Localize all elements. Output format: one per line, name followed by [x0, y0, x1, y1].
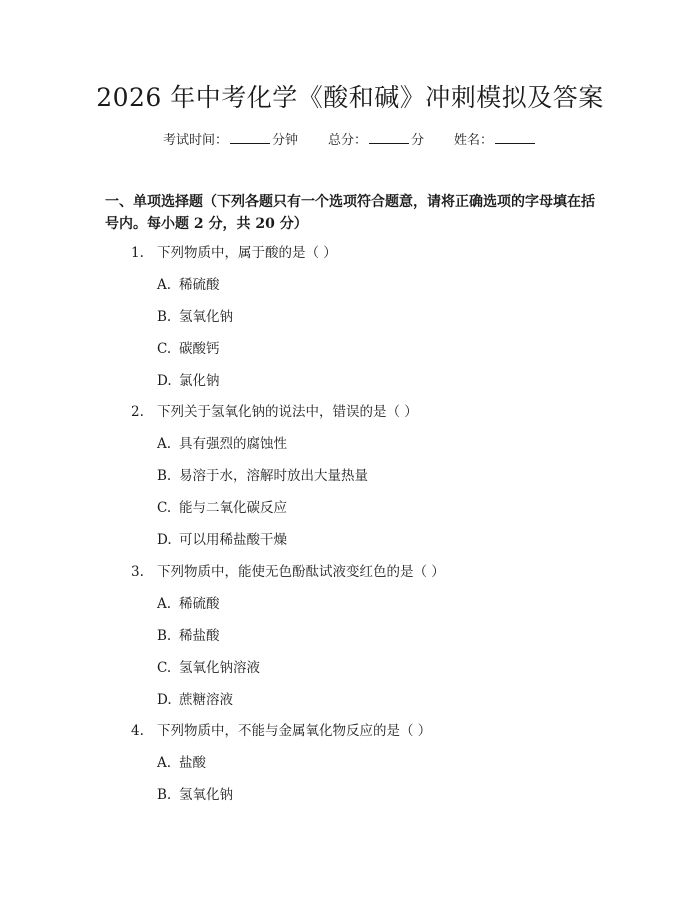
question-1-option-b: [157, 307, 233, 327]
option-text: 氢氧化钠溶液: [179, 660, 260, 676]
option-text: 碳酸钙: [179, 341, 220, 357]
question-4: [131, 721, 431, 741]
question-3-option-c: [157, 658, 260, 678]
option-text: 氢氧化钠: [179, 309, 233, 325]
question-text: 下列关于氢氧化钠的说法中，错误的是（ ）: [157, 404, 418, 420]
question-3: [131, 562, 445, 582]
option-text: 氯化钠: [179, 373, 220, 389]
option-text: 盐酸: [179, 755, 206, 771]
question-2: [131, 402, 418, 422]
option-text: 可以用稀盐酸干燥: [179, 532, 287, 548]
question-3-option-d: [157, 690, 233, 710]
option-letter: D.: [157, 532, 172, 548]
question-number: 4.: [131, 723, 144, 739]
question-3-option-b: [157, 626, 220, 646]
time-unit: 分钟: [271, 133, 298, 148]
question-3-option-a: [157, 594, 220, 614]
question-4-option-b: [157, 785, 233, 805]
question-text: 下列物质中，属于酸的是（ ）: [157, 245, 337, 261]
score-unit: 分: [411, 133, 425, 148]
option-letter: B.: [157, 628, 172, 644]
score-label: 总分：: [327, 133, 367, 148]
question-number: 1.: [131, 245, 144, 261]
option-text: 能与二氧化碳反应: [179, 500, 287, 516]
section-heading: 一、单项选择题（下列各题只有一个选项符合题意，请将正确选项的字母填在括号内。每小题 2 分，共 20 分）: [105, 194, 595, 232]
time-blank: [230, 131, 270, 144]
question-2-option-d: [157, 530, 287, 550]
option-letter: D.: [157, 373, 172, 389]
option-letter: B.: [157, 309, 172, 325]
option-letter: A.: [157, 277, 172, 293]
option-letter: A.: [157, 755, 172, 771]
option-letter: D.: [157, 692, 172, 708]
question-1-option-c: [157, 339, 220, 359]
question-2-option-b: [157, 466, 368, 486]
question-number: 2.: [131, 404, 144, 420]
name-blank: [495, 131, 535, 144]
option-letter: A.: [157, 596, 172, 612]
question-1-option-a: [157, 275, 220, 295]
option-text: 具有强烈的腐蚀性: [179, 436, 287, 452]
question-2-option-a: [157, 434, 287, 454]
option-text: 蔗糖溶液: [179, 692, 233, 708]
option-text: 稀硫酸: [179, 596, 220, 612]
option-letter: B.: [157, 787, 172, 803]
option-letter: B.: [157, 468, 172, 484]
question-2-option-c: [157, 498, 287, 518]
page-title: 2026 年中考化学《酸和碱》冲刺模拟及答案: [96, 83, 604, 112]
option-text: 氢氧化钠: [179, 787, 233, 803]
option-letter: A.: [157, 436, 172, 452]
question-number: 3.: [131, 564, 144, 580]
time-label: 考试时间：: [162, 133, 228, 148]
option-letter: C.: [157, 660, 172, 676]
question-1-option-d: [157, 371, 220, 391]
score-blank: [369, 131, 409, 144]
option-letter: C.: [157, 341, 172, 357]
question-4-option-a: [157, 753, 206, 773]
exam-meta-line: [0, 131, 700, 151]
question-text: 下列物质中，能使无色酚酞试液变红色的是（ ）: [157, 564, 445, 580]
option-letter: C.: [157, 500, 172, 516]
name-label: 姓名：: [454, 133, 494, 148]
option-text: 易溶于水，溶解时放出大量热量: [179, 468, 368, 484]
option-text: 稀盐酸: [179, 628, 220, 644]
question-1: [131, 243, 337, 263]
question-text: 下列物质中，不能与金属氧化物反应的是（ ）: [157, 723, 432, 739]
option-text: 稀硫酸: [179, 277, 220, 293]
